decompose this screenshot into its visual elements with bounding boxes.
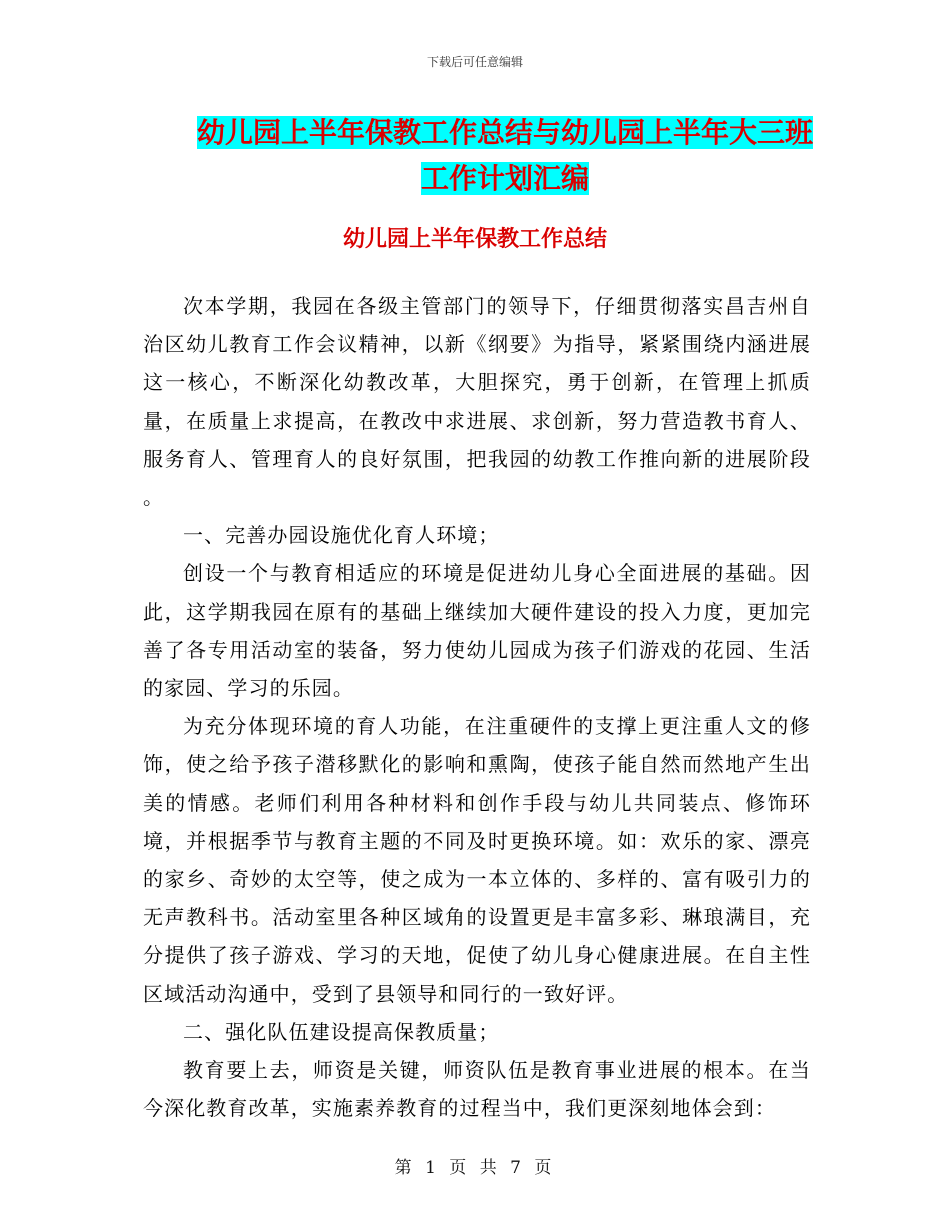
paragraph: 创设一个与教育相适应的环境是促进幼儿身心全面进展的基础。因此，这学期我园在原有的基础上继续加大硬件建设的投入力度，更加完善了各专用活动室的装备，努力使幼儿园成为孩子们游戏的花园、生活的家园、学习的乐园。 <box>143 561 811 701</box>
paragraph: 二、强化队伍建设提高保教质量； <box>183 1019 500 1044</box>
paragraph: 教育要上去，师资是关键，师资队伍是教育事业进展的根本。在当今深化教育改革，实施素养教育的过程当中，我们更深刻地体会到： <box>143 1058 811 1121</box>
document-title <box>195 110 815 202</box>
page-footer: 第 1 页 共 7 页 <box>394 1158 556 1178</box>
header-note: 下载后可任意编辑 <box>426 55 523 69</box>
paragraph: 次本学期，我园在各级主管部门的领导下，仔细贯彻落实昌吉州自治区幼儿教育工作会议精神，以新《纲要》为指导，紧紧围绕内涵进展这一核心，不断深化幼教改革，大胆探究，勇于创新，在管理上抓质量，在质量上求提高，在教改中求进展、求创新，努力营造教书育人、服务育人、管理育人的良好氛围，把我园的幼教工作推向新的进展阶段 。 <box>143 294 811 510</box>
document-title-text: 幼儿园上半年保教工作总结与幼儿园上半年大三班工作计划汇编 <box>196 116 813 195</box>
section-title: 幼儿园上半年保教工作总结 <box>342 227 607 252</box>
body-text <box>143 287 811 1127</box>
paragraph: 一、完善办园设施优化育人环境； <box>183 523 500 548</box>
paragraph: 为充分体现环境的育人功能，在注重硬件的支撑上更注重人文的修饰，使之给予孩子潜移默化的影响和熏陶，使孩子能自然而然地产生出美的情感。老师们利用各种材料和创作手段与幼儿共同装点、修饰环境，并根据季节与教育主题的不同及时更换环境。如：欢乐的家、漂亮的家乡、奇妙的太空等，使之成为一本立体的、多样的、富有吸引力的无声教科书。活动室里各种区域角的设置更是丰富多彩、琳琅满目，充分提供了孩子游戏、学习的天地，促使了幼儿身心健康进展。在自主性区域活动沟通中，受到了县领导和同行的一致好评。 <box>143 714 811 1006</box>
